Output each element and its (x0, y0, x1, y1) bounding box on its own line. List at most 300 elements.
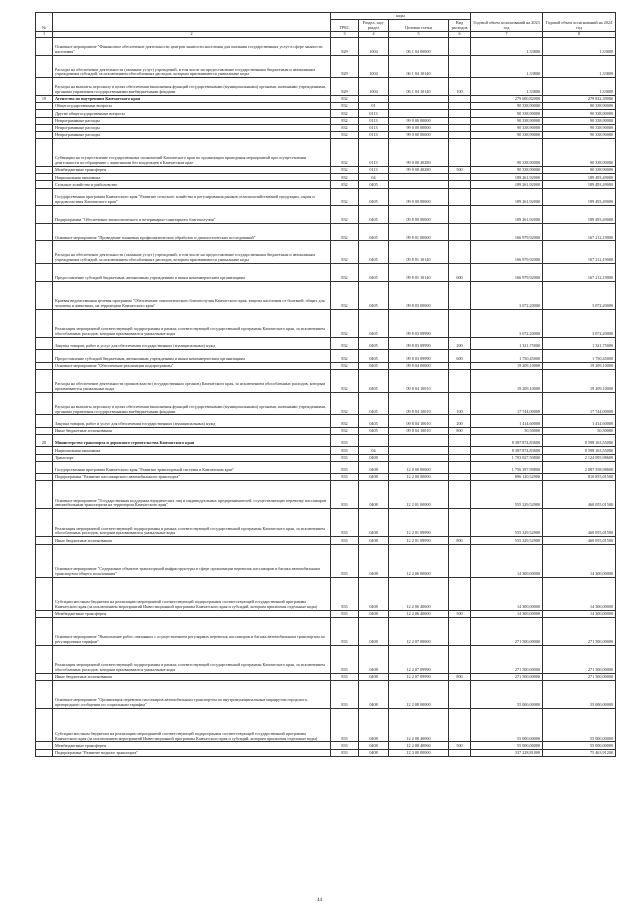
row-amount-2023: 90 338,90000 (471, 117, 543, 124)
row-target-article: 12 3 00 00000 (389, 749, 449, 756)
row-number (36, 350, 53, 362)
row-number (36, 415, 53, 427)
row-target-article: 09 8 03 00000 (389, 281, 449, 309)
row-razdel: 0408 (359, 454, 389, 461)
row-name: Государственная программа Камчатского края "Развитие транспортной системы в Камчатском крае" (53, 461, 331, 473)
table-row (36, 474, 616, 481)
row-number (36, 124, 53, 131)
row-amount-2024: 55 000,00000 (543, 681, 616, 709)
table-row (36, 38, 616, 56)
row-number (36, 337, 53, 349)
row-amount-2023: 1,33800 (471, 55, 543, 78)
row-razdel: 0405 (359, 264, 389, 282)
row-number (36, 55, 53, 78)
row-name: Расходы на выплаты персоналу в целях обеспечения выполнения функций государственными (муниципальными) органами, казенными учреждениями, органами управления государственными внебюджетными фондами (53, 392, 331, 415)
row-expense-type (449, 509, 471, 537)
row-number (36, 749, 53, 756)
row-name: Другие общегосударственные вопросы (53, 110, 331, 117)
row-name: Министерство транспорта и дорожного строительства Камчатского края (53, 434, 331, 446)
row-amount-2023: 166 979,92000 (471, 264, 543, 282)
table-row (36, 95, 616, 102)
table-row (36, 618, 616, 646)
row-expense-type (449, 474, 471, 481)
row-grbs: 832 (331, 392, 359, 415)
row-number (36, 103, 53, 110)
table-row (36, 681, 616, 709)
table-row (36, 610, 616, 617)
row-expense-type (449, 241, 471, 264)
row-amount-2024: 1 750,45000 (543, 350, 616, 362)
row-expense-type (449, 206, 471, 224)
row-expense-type: 200 (449, 337, 471, 349)
row-name: Расходы на обеспечение деятельности (оказание услуг) учреждений, в том числе на предоставление государственным бюджетным и автономным учреждениям субсидий, за исключением обособленных расходов, которым присваиваются уникальные коды (53, 55, 331, 78)
row-expense-type (449, 646, 471, 674)
row-expense-type: 600 (449, 264, 471, 282)
row-amount-2023: 14 300,00000 (471, 610, 543, 617)
row-grbs: 832 (331, 427, 359, 434)
row-target-article: 12 2 01 09990 (389, 537, 449, 544)
row-amount-2024: 55 000,00000 (543, 742, 616, 749)
row-amount-2024: 1,33800 (543, 55, 616, 78)
table-row (36, 131, 616, 138)
row-target-article: 09 0 00 00000 (389, 188, 449, 206)
header-row-codes (36, 13, 616, 20)
row-name: Основное мероприятие "Финансовое обеспечение деятельности центров занятости населения для оказания государственных услуг в сфере занятости населения" (53, 38, 331, 56)
table-row (36, 427, 616, 434)
header-vr: Вид расходов (449, 20, 471, 32)
row-grbs: 833 (331, 509, 359, 537)
row-target-article: 06 1 04 00000 (389, 38, 449, 56)
row-amount-2023: 3 072,20000 (471, 309, 543, 337)
row-expense-type: 500 (449, 167, 471, 174)
row-amount-2024: 90 338,90000 (543, 131, 616, 138)
row-expense-type (449, 131, 471, 138)
row-expense-type (449, 38, 471, 56)
row-amount-2024: 460 055,01500 (543, 537, 616, 544)
row-target-article: 09 8 03 09990 (389, 309, 449, 337)
row-expense-type (449, 434, 471, 446)
row-amount-2023: 555 329,52900 (471, 537, 543, 544)
table-row (36, 223, 616, 241)
table-row (36, 646, 616, 674)
row-amount-2023: 189 261,92000 (471, 206, 543, 224)
row-target-article: 12 2 07 09990 (389, 646, 449, 674)
row-name: Субсидии местным бюджетам на реализацию мероприятий соответствующей подпрограммы соответствующей государственной программы Камчатского края (за исключением мероприятий Инвестиционной программы Камчатского края и субсидий, которым присвоены отдельные коды) (53, 709, 331, 742)
row-number (36, 241, 53, 264)
row-target-article: 09 8 04 10010 (389, 415, 449, 427)
row-amount-2023: 166 979,92000 (471, 241, 543, 264)
table-row (36, 78, 616, 96)
row-name: Основное мероприятие "Обеспечение реализации подпрограммы" (53, 362, 331, 369)
row-expense-type: 100 (449, 78, 471, 96)
row-amount-2024: 189 493,49000 (543, 181, 616, 188)
row-expense-type (449, 461, 471, 473)
row-amount-2024: 167 212,19000 (543, 223, 616, 241)
row-target-article: 12 2 08 00000 (389, 681, 449, 709)
row-grbs: 832 (331, 103, 359, 110)
row-grbs: 832 (331, 117, 359, 124)
row-grbs: 833 (331, 461, 359, 473)
row-number (36, 174, 53, 181)
row-expense-type (449, 454, 471, 461)
row-amount-2023: 8 387 874,83600 (471, 434, 543, 446)
row-amount-2023: 14 300,00000 (471, 544, 543, 577)
header-year-2024: Годовой объем ассигнований на 2024 год (543, 13, 616, 32)
table-row (36, 509, 616, 537)
row-expense-type: 800 (449, 537, 471, 544)
row-number (36, 206, 53, 224)
row-target-article: 09 8 04 10010 (389, 427, 449, 434)
row-expense-type (449, 181, 471, 188)
row-expense-type (449, 709, 471, 742)
row-razdel: 0408 (359, 618, 389, 646)
table-row (36, 415, 616, 427)
row-razdel: 0405 (359, 392, 389, 415)
row-name: Основное мероприятие "Проведение плановых профилактических обработок и диагностических исследований" (53, 223, 331, 241)
row-amount-2024: 810 855,01500 (543, 474, 616, 481)
row-number (36, 681, 53, 709)
row-expense-type (449, 95, 471, 102)
row-grbs: 833 (331, 646, 359, 674)
row-expense-type (449, 55, 471, 78)
row-number (36, 447, 53, 454)
row-amount-2023: 896 120,52900 (471, 474, 543, 481)
row-razdel: 1004 (359, 55, 389, 78)
table-row (36, 264, 616, 282)
table-row (36, 369, 616, 392)
row-number (36, 131, 53, 138)
row-number (36, 110, 53, 117)
row-target-article (389, 110, 449, 117)
row-grbs: 832 (331, 350, 359, 362)
index-cell: 7 (471, 32, 543, 38)
row-razdel: 0405 (359, 337, 389, 349)
row-name: Субсидии местным бюджетам на реализацию мероприятий соответствующей подпрограммы соответствующей государственной программы Камчатского края (за исключением мероприятий Инвестиционной программы Камчатского края и субсидий, которым присвоены отдельные коды) (53, 577, 331, 610)
row-target-article: 12 2 08 40060 (389, 742, 449, 749)
row-target-article: 12 2 06 40600 (389, 577, 449, 610)
row-name: Транспорт (53, 454, 331, 461)
row-razdel: 1004 (359, 78, 389, 96)
header-csr: Целевая статья (389, 20, 449, 32)
row-expense-type: 800 (449, 427, 471, 434)
row-amount-2023: 55 000,00000 (471, 681, 543, 709)
row-number (36, 646, 53, 674)
row-number (36, 117, 53, 124)
row-name: Основное мероприятие "Организация перевозок пассажиров автомобильным транспортом по внутримуниципальным маршрутам городского, пригородного сообщения по социальным тарифам" (53, 681, 331, 709)
row-expense-type (449, 481, 471, 509)
row-number: 20 (36, 434, 53, 446)
row-number (36, 38, 53, 56)
table-row (36, 124, 616, 131)
row-razdel: 0408 (359, 577, 389, 610)
row-name: Основное мероприятие "Содержание объектов транспортной инфраструктуры в сфере организации перевозок пассажиров и багажа автомобильным транспортом общего пользования" (53, 544, 331, 577)
row-grbs: 833 (331, 709, 359, 742)
row-number (36, 610, 53, 617)
row-razdel: 0405 (359, 415, 389, 427)
row-amount-2023: 271 500,00000 (471, 674, 543, 681)
row-amount-2024: 167 212,19000 (543, 264, 616, 282)
header-codes: коды (331, 13, 471, 20)
row-amount-2024: 90 338,90000 (543, 110, 616, 117)
row-grbs: 832 (331, 167, 359, 174)
row-razdel: 0408 (359, 749, 389, 756)
row-razdel (359, 95, 389, 102)
row-grbs: 833 (331, 610, 359, 617)
index-cell: 6 (449, 32, 471, 38)
row-grbs: 833 (331, 577, 359, 610)
header-name (53, 13, 331, 32)
row-razdel: 0405 (359, 181, 389, 188)
row-name: Реализация мероприятий соответствующей подпрограммы в рамках соответствующей государственной программы Камчатского края, за исключением обособленных расходов, которым присваиваются уникальные коды (53, 509, 331, 537)
row-amount-2023: 555 329,52900 (471, 509, 543, 537)
row-number (36, 537, 53, 544)
row-amount-2023: 14 300,00000 (471, 577, 543, 610)
row-amount-2023: 90 338,90000 (471, 139, 543, 167)
row-grbs: 832 (331, 95, 359, 102)
row-amount-2024: 189 493,49000 (543, 206, 616, 224)
row-target-article: 12 2 01 00000 (389, 481, 449, 509)
row-amount-2023: 271 500,00000 (471, 646, 543, 674)
table-row (36, 434, 616, 446)
row-razdel: 0405 (359, 241, 389, 264)
row-grbs: 832 (331, 264, 359, 282)
row-target-article: 09 8 01 10140 (389, 264, 449, 282)
row-number (36, 188, 53, 206)
row-expense-type (449, 369, 471, 392)
row-razdel: 0405 (359, 350, 389, 362)
row-amount-2024: 1 414,60000 (543, 415, 616, 427)
row-razdel: 0408 (359, 646, 389, 674)
table-row (36, 454, 616, 461)
row-target-article: 99 0 00 00000 (389, 117, 449, 124)
row-expense-type (449, 110, 471, 117)
row-number (36, 544, 53, 577)
row-expense-type (449, 681, 471, 709)
row-amount-2023: 337 228,81000 (471, 749, 543, 756)
row-number (36, 618, 53, 646)
row-expense-type (449, 362, 471, 369)
row-expense-type (449, 139, 471, 167)
row-razdel: 0408 (359, 742, 389, 749)
table-row (36, 447, 616, 454)
row-amount-2024: 1 321,75000 (543, 337, 616, 349)
header-num: № (36, 13, 53, 32)
row-grbs: 832 (331, 223, 359, 241)
row-grbs: 832 (331, 369, 359, 392)
row-amount-2023: 271 500,00000 (471, 618, 543, 646)
row-grbs: 832 (331, 110, 359, 117)
row-grbs: 833 (331, 544, 359, 577)
row-amount-2023: 50,50000 (471, 427, 543, 434)
table-row (36, 481, 616, 509)
table-row (36, 181, 616, 188)
table-row (36, 103, 616, 110)
row-expense-type (449, 618, 471, 646)
row-expense-type: 500 (449, 610, 471, 617)
row-name: Реализация мероприятий соответствующей подпрограммы в рамках соответствующей государственной программы Камчатского края, за исключением обособленных расходов, которым присваиваются уникальные коды (53, 309, 331, 337)
row-amount-2024: 8 598 163,55000 (543, 434, 616, 446)
row-name: Субвенции на осуществление государственных полномочий Камчатского края по организации проведения мероприятий при осуществлении деятельности по обращению с животными без владельцев в Камчатском крае (53, 139, 331, 167)
row-name: Подпрограмма "Обеспечение эпизоотического и ветеринарно-санитарного благополучия" (53, 206, 331, 224)
row-number: 19 (36, 95, 53, 102)
row-amount-2024: 19 209,10000 (543, 369, 616, 392)
row-grbs: 832 (331, 309, 359, 337)
row-razdel: 0113 (359, 124, 389, 131)
row-number (36, 309, 53, 337)
row-target-article: 09 8 01 10140 (389, 241, 449, 264)
row-expense-type (449, 174, 471, 181)
row-grbs: 832 (331, 362, 359, 369)
row-amount-2023: 55 000,00000 (471, 709, 543, 742)
row-target-article: 12 2 07 00000 (389, 618, 449, 646)
header-razdel: Раздел, под-раздел (359, 20, 389, 32)
row-target-article (389, 181, 449, 188)
row-expense-type (449, 117, 471, 124)
row-expense-type (449, 103, 471, 110)
table-row (36, 537, 616, 544)
row-name: Реализация мероприятий соответствующей подпрограммы в рамках соответствующей государственной программы Камчатского края, за исключением обособленных расходов, которым присваиваются уникальные коды (53, 646, 331, 674)
row-number (36, 709, 53, 742)
row-razdel: 0405 (359, 206, 389, 224)
row-razdel: 0113 (359, 139, 389, 167)
row-razdel: 0405 (359, 427, 389, 434)
row-razdel: 0408 (359, 509, 389, 537)
row-number (36, 223, 53, 241)
row-expense-type (449, 544, 471, 577)
row-grbs: 829 (331, 78, 359, 96)
row-grbs: 833 (331, 474, 359, 481)
row-razdel: 01 (359, 103, 389, 110)
table-row (36, 674, 616, 681)
row-grbs: 833 (331, 447, 359, 454)
row-grbs: 829 (331, 55, 359, 78)
row-expense-type (449, 124, 471, 131)
row-razdel: 0405 (359, 281, 389, 309)
row-target-article: 12 2 07 09990 (389, 674, 449, 681)
row-target-article: 09 8 04 00000 (389, 362, 449, 369)
row-name: Межбюджетные трансферты (53, 610, 331, 617)
row-amount-2023: 17 744,00000 (471, 392, 543, 415)
row-amount-2023: 1 793 027,50800 (471, 454, 543, 461)
row-expense-type: 800 (449, 674, 471, 681)
row-target-article: 12 2 08 40060 (389, 709, 449, 742)
table-row (36, 709, 616, 742)
row-number (36, 139, 53, 167)
row-target-article: 09 8 03 09990 (389, 350, 449, 362)
row-name: Подпрограмма "Развитие водного транспорта" (53, 749, 331, 756)
row-target-article: 06 1 04 10140 (389, 55, 449, 78)
row-target-article: 99 0 00 00000 (389, 131, 449, 138)
row-target-article: 12 2 00 00000 (389, 474, 449, 481)
row-name: Расходы на выплаты персоналу в целях обеспечения выполнения функций государственными (муниципальными) органами, казенными учреждениями, органами управления государственными внебюджетными фондами (53, 78, 331, 96)
row-razdel: 0408 (359, 461, 389, 473)
row-grbs: 833 (331, 537, 359, 544)
table-row (36, 167, 616, 174)
table-row (36, 461, 616, 473)
row-grbs: 832 (331, 241, 359, 264)
index-cell: 5 (389, 32, 449, 38)
row-target-article: 99 0 00 00000 (389, 124, 449, 131)
row-amount-2023: 55 000,00000 (471, 742, 543, 749)
row-expense-type: 500 (449, 742, 471, 749)
row-expense-type (449, 223, 471, 241)
index-cell: 8 (543, 32, 616, 38)
table-row (36, 139, 616, 167)
row-name: Закупка товаров, работ и услуг для обеспечения государственных (муниципальных) нужд (53, 337, 331, 349)
row-amount-2024: 55 000,00000 (543, 709, 616, 742)
row-expense-type (449, 309, 471, 337)
row-target-article: 09 8 04 10010 (389, 392, 449, 415)
row-number (36, 454, 53, 461)
row-name: Предоставление субсидий бюджетным, автономным учреждениям и иным некоммерческим организациям (53, 350, 331, 362)
row-target-article: 12 2 06 40600 (389, 610, 449, 617)
row-amount-2023: 1 321,75000 (471, 337, 543, 349)
row-razdel: 04 (359, 447, 389, 454)
row-name: Межбюджетные трансферты (53, 167, 331, 174)
row-grbs: 833 (331, 481, 359, 509)
row-number (36, 392, 53, 415)
row-expense-type (449, 281, 471, 309)
row-number (36, 742, 53, 749)
table-row (36, 749, 616, 756)
row-amount-2024: 14 300,00000 (543, 544, 616, 577)
row-grbs: 829 (331, 38, 359, 56)
row-name: Национальная экономика (53, 174, 331, 181)
row-razdel (359, 434, 389, 446)
row-amount-2024: 189 493,49000 (543, 174, 616, 181)
row-target-article: 12 2 06 00000 (389, 544, 449, 577)
row-amount-2024: 271 500,00000 (543, 674, 616, 681)
row-name: Межбюджетные трансферты (53, 742, 331, 749)
row-grbs: 833 (331, 674, 359, 681)
budget-page (35, 12, 615, 903)
table-row (36, 110, 616, 117)
row-razdel: 0408 (359, 610, 389, 617)
row-name: Непрограммные расходы (53, 131, 331, 138)
row-amount-2024: 75 463,91200 (543, 749, 616, 756)
row-number (36, 481, 53, 509)
row-target-article (389, 174, 449, 181)
row-amount-2023: 8 387 874,83600 (471, 447, 543, 454)
row-amount-2024: 189 493,49000 (543, 188, 616, 206)
row-amount-2024: 90 338,90000 (543, 103, 616, 110)
row-razdel: 0113 (359, 167, 389, 174)
row-target-article (389, 454, 449, 461)
row-grbs: 833 (331, 742, 359, 749)
row-name: Расходы на обеспечение деятельности органов власти (государственных органов) Камчатского края, за исключением обособленных расходов, которым присваиваются уникальные коды (53, 369, 331, 392)
row-name: Государственная программа Камчатского края "Развитие сельского хозяйства и регулирования рынков сельскохозяйственной продукции, сырья и продовольствия Камчатского края" (53, 188, 331, 206)
row-target-article: 09 8 01 00000 (389, 223, 449, 241)
row-amount-2024: 1,33800 (543, 38, 616, 56)
row-name: Предоставление субсидий бюджетным, автономным учреждениям и иным некоммерческим организациям (53, 264, 331, 282)
table-row (36, 281, 616, 309)
row-razdel: 0405 (359, 188, 389, 206)
row-razdel: 0408 (359, 537, 389, 544)
table-row (36, 309, 616, 337)
row-grbs: 832 (331, 206, 359, 224)
row-name: Краевая ведомственная целевая программа "Обеспечение эпизоотического благополучия Камчатского края, защиты населения от болезней, общих для человека и животных, на территории Камчатского края" (53, 281, 331, 309)
row-razdel: 0408 (359, 674, 389, 681)
row-amount-2023: 19 209,10000 (471, 369, 543, 392)
row-expense-type (449, 749, 471, 756)
row-amount-2024: 1,33800 (543, 78, 616, 96)
row-amount-2024: 8 598 163,55000 (543, 447, 616, 454)
row-expense-type (449, 577, 471, 610)
row-name: Непрограммные расходы (53, 124, 331, 131)
row-amount-2024: 279 832,39000 (543, 95, 616, 102)
row-grbs: 832 (331, 131, 359, 138)
row-amount-2023: 3 072,20000 (471, 281, 543, 309)
